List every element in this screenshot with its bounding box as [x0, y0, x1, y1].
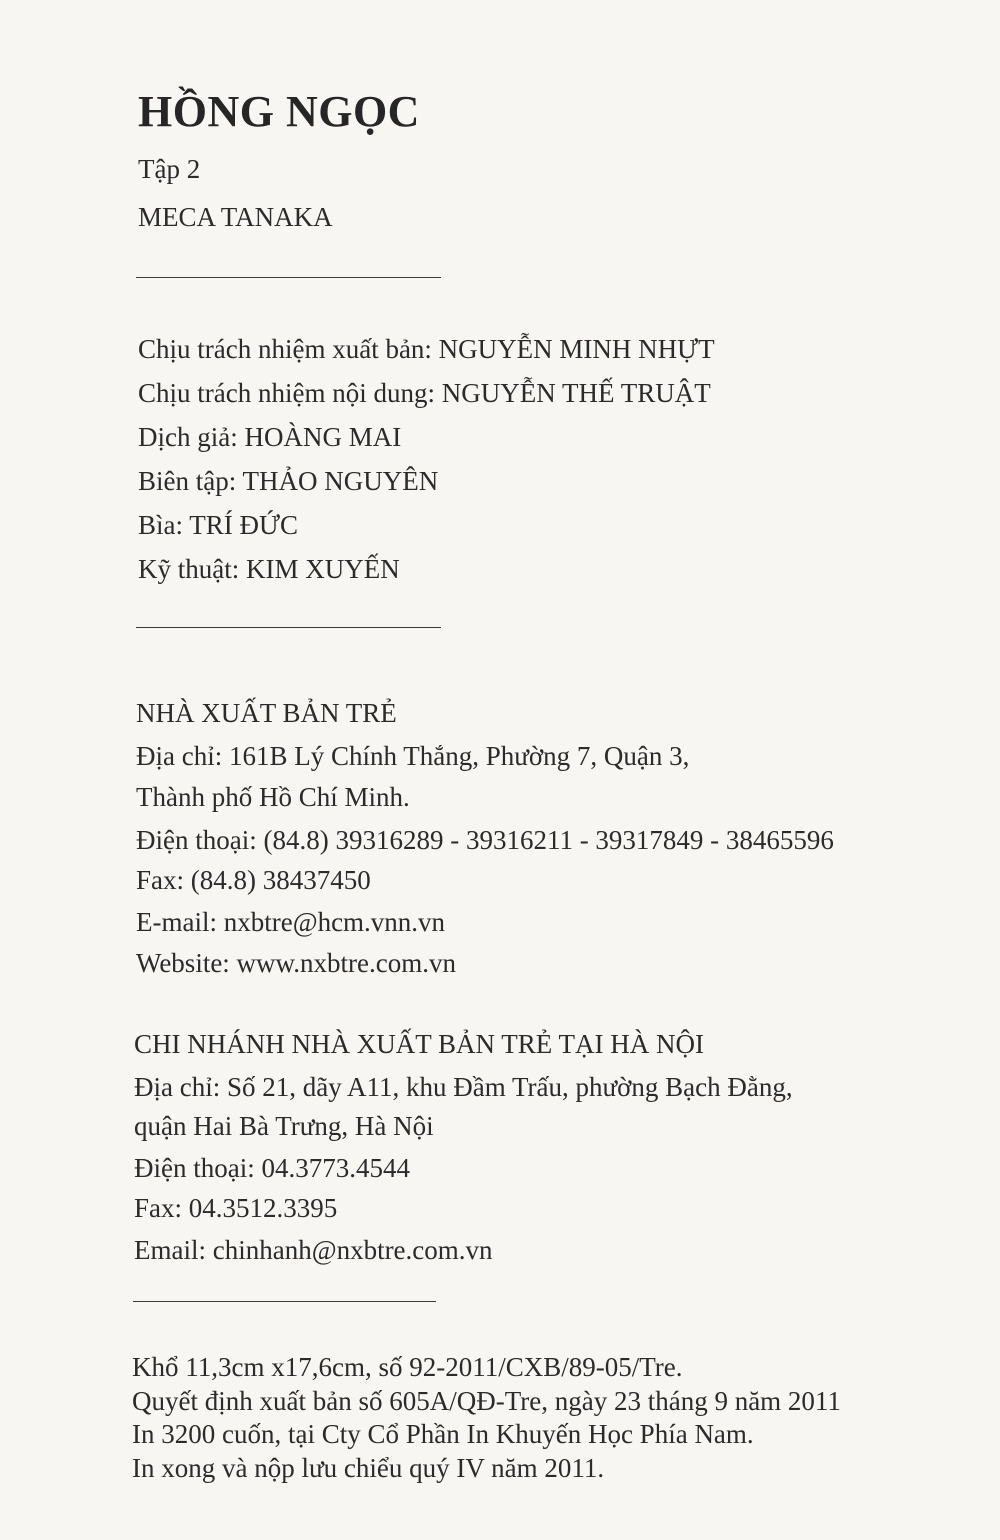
publisher-phone: Điện thoại: (84.8) 39316289 - 39316211 - 39317849 - 38465596: [136, 825, 834, 855]
printing-info-line: Khổ 11,3cm x17,6cm, số 92-2011/CXB/89-05/Tre.: [132, 1352, 683, 1382]
publisher-name: NHÀ XUẤT BẢN TRẺ: [136, 698, 397, 728]
printing-info-line: In xong và nộp lưu chiểu quý IV năm 2011.: [132, 1453, 605, 1483]
branch-email: Email: chinhanh@nxbtre.com.vn: [134, 1235, 493, 1265]
publisher-fax: Fax: (84.8) 38437450: [136, 865, 371, 895]
branch-phone: Điện thoại: 04.3773.4544: [134, 1153, 410, 1183]
credit-translator: Dịch giả: HOÀNG MAI: [138, 422, 402, 452]
author-name: MECA TANAKA: [138, 202, 333, 232]
branch-fax: Fax: 04.3512.3395: [134, 1193, 338, 1223]
branch-address-line: Địa chỉ: Số 21, dãy A11, khu Đầm Trấu, phường Bạch Đằng,: [134, 1072, 793, 1102]
book-title: HỒNG NGỌC: [138, 87, 420, 136]
branch-address-line: quận Hai Bà Trưng, Hà Nội: [134, 1111, 434, 1141]
section-divider: [136, 277, 441, 278]
volume-number: Tập 2: [138, 154, 201, 184]
credit-editor: Biên tập: THẢO NGUYÊN: [138, 466, 439, 496]
section-divider: [133, 1301, 436, 1302]
publisher-address-line: Thành phố Hồ Chí Minh.: [136, 782, 410, 812]
publisher-website: Website: www.nxbtre.com.vn: [136, 948, 457, 978]
credit-content-responsible: Chịu trách nhiệm nội dung: NGUYỄN THẾ TRUẬT: [138, 378, 711, 408]
publisher-address-line: Địa chỉ: 161B Lý Chính Thắng, Phường 7, Quận 3,: [136, 741, 690, 771]
credit-technical: Kỹ thuật: KIM XUYẾN: [138, 554, 400, 584]
publisher-email: E-mail: nxbtre@hcm.vnn.vn: [136, 907, 446, 937]
credit-publishing-responsible: Chịu trách nhiệm xuất bản: NGUYỄN MINH NHỰT: [138, 334, 715, 364]
printing-info-line: In 3200 cuốn, tại Cty Cổ Phần In Khuyến Học Phía Nam.: [132, 1419, 754, 1449]
credit-cover: Bìa: TRÍ ĐỨC: [138, 510, 298, 540]
printing-info-line: Quyết định xuất bản số 605A/QĐ-Tre, ngày 23 tháng 9 năm 2011: [132, 1386, 841, 1416]
branch-name: CHI NHÁNH NHÀ XUẤT BẢN TRẺ TẠI HÀ NỘI: [134, 1029, 704, 1059]
section-divider: [136, 627, 441, 628]
